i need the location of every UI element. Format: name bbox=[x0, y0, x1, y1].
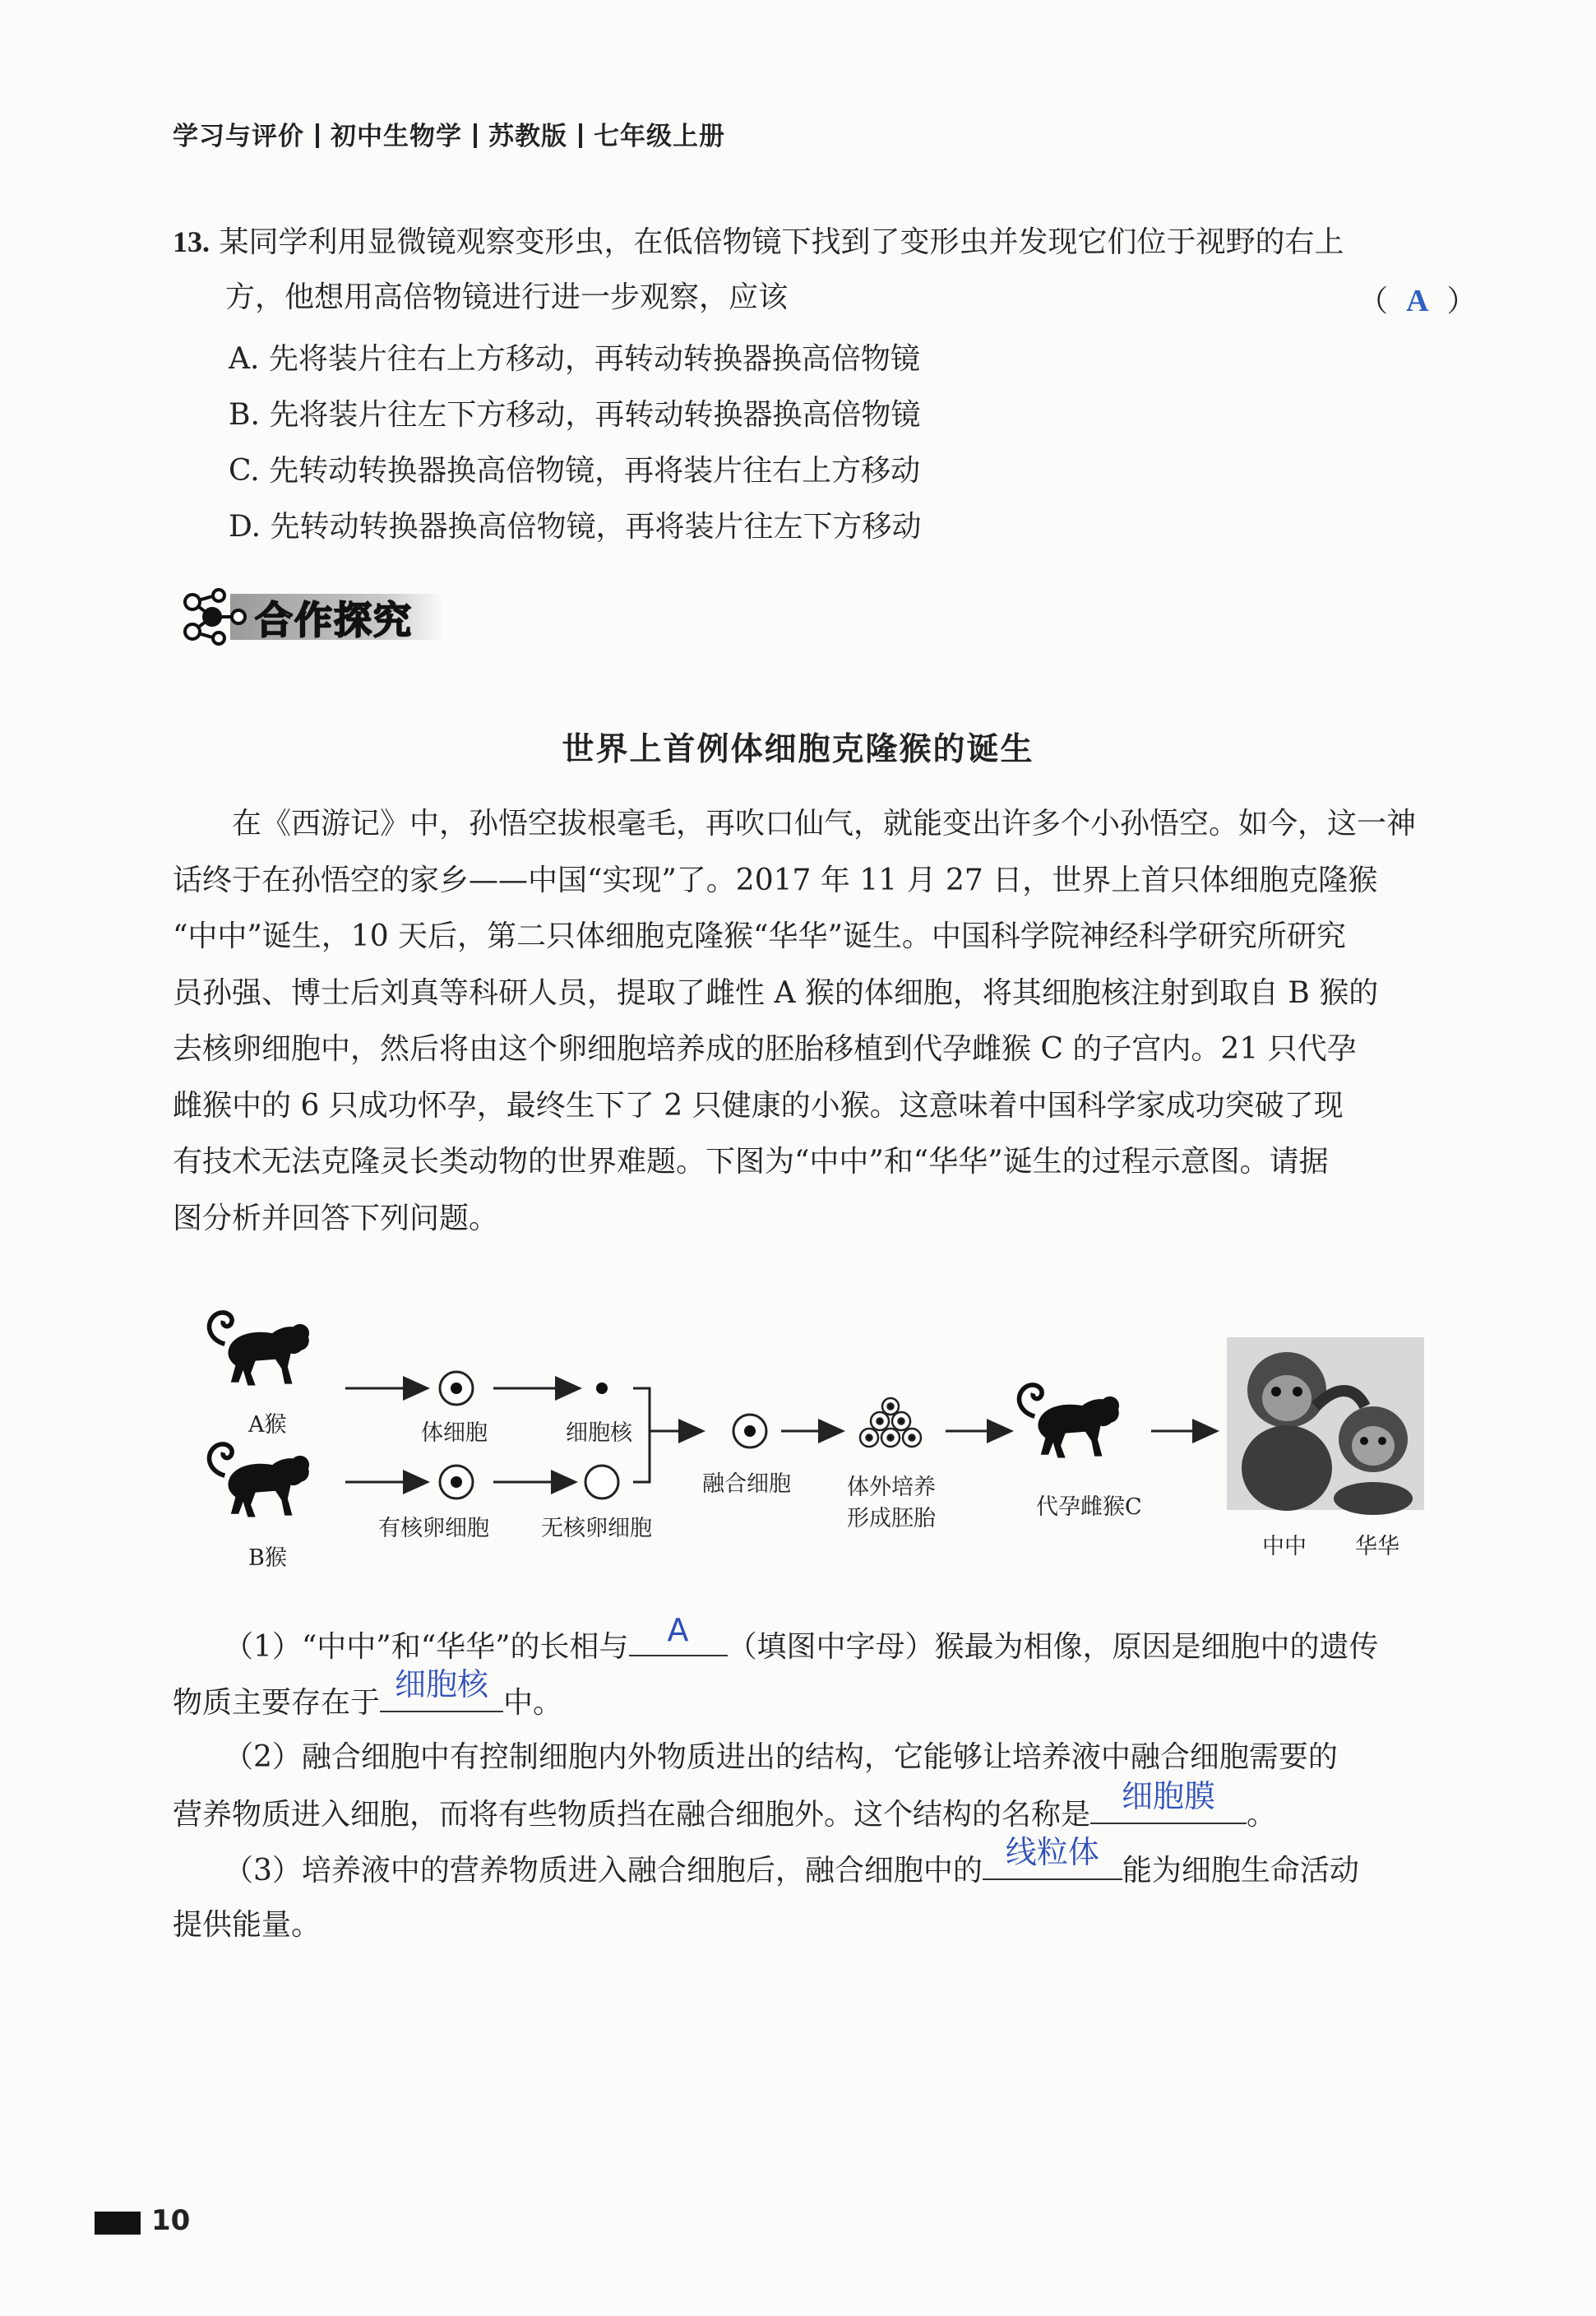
option-d: D. 先转动转换器换高倍物镜，再将装片往左下方移动 bbox=[229, 510, 922, 544]
question-3-line2: 提供能量。 bbox=[173, 1908, 322, 1942]
question-number: 13. bbox=[173, 225, 210, 258]
question-text: 能为细胞生命活动 bbox=[1122, 1854, 1359, 1888]
handwritten-answer: 细胞膜 bbox=[1122, 1778, 1216, 1814]
label-monkey-b: B猴 bbox=[248, 1545, 287, 1571]
merge-bracket bbox=[633, 1388, 650, 1482]
running-header bbox=[173, 115, 725, 152]
paren-open: （ bbox=[1358, 285, 1389, 318]
baby-monkeys-photo bbox=[1227, 1337, 1424, 1515]
article-line: 话终于在孙悟空的家乡——中国“实现”了。2017 年 11 月 27 日，世界上首只体细胞克隆猴 bbox=[173, 863, 1378, 897]
label-baby-zhongzhong: 中中 bbox=[1262, 1534, 1307, 1559]
question-stem: 某同学利用显微镜观察变形虫，在低倍物镜下找到了变形虫并发现它们位于视野的右上 bbox=[219, 225, 1344, 259]
article-title: 世界上首例体细胞克隆猴的诞生 bbox=[562, 731, 1034, 768]
footer-bar bbox=[95, 2212, 141, 2235]
answer-blank bbox=[629, 1612, 728, 1656]
monkey-b-icon bbox=[210, 1444, 309, 1517]
paren-close: ） bbox=[1446, 285, 1477, 318]
article-line: 去核卵细胞中，然后将由这个卵细胞培养成的胚胎移植到代孕雌猴 C 的子宫内。21 只代孕 bbox=[173, 1032, 1357, 1066]
header-divider bbox=[316, 123, 319, 148]
answer-blank bbox=[380, 1666, 503, 1712]
label-baby-huahua: 华华 bbox=[1355, 1534, 1399, 1559]
monkey-a-icon bbox=[210, 1313, 309, 1386]
article-body bbox=[173, 796, 1464, 1247]
answer-bracket bbox=[1358, 278, 1476, 320]
label-monkey-a: A猴 bbox=[248, 1412, 287, 1438]
somatic-cell-icon bbox=[440, 1372, 473, 1405]
egg-with-nucleus-icon bbox=[440, 1466, 473, 1498]
question-text: 物质主要存在于 bbox=[173, 1686, 381, 1720]
question-13-stem-line2: 方，他想用高倍物镜进行进一步观察，应该 bbox=[225, 280, 789, 314]
question-text: （3）培养液中的营养物质进入融合细胞后，融合细胞中的 bbox=[224, 1854, 983, 1888]
article-line: 员孙强、博士后刘真等科研人员，提取了雌性 A 猴的体细胞，将其细胞核注射到取自 B 猴的 bbox=[173, 975, 1379, 1010]
article-line: 雌猴中的 6 只成功怀孕，最终生下了 2 只健康的小猴。这意味着中国科学家成功突破了现 bbox=[173, 1088, 1344, 1123]
label-embryo-line2: 形成胚胎 bbox=[847, 1506, 936, 1531]
article-line: 有技术无法克隆灵长类动物的世界难题。下图为“中中”和“华华”诞生的过程示意图。请据 bbox=[173, 1145, 1329, 1179]
question-13-stem-line1 bbox=[173, 222, 1344, 262]
label-embryo-line1: 体外培养 bbox=[847, 1475, 936, 1500]
question-text: （1）“中中”和“华华”的长相与 bbox=[224, 1630, 629, 1664]
question-3-line1 bbox=[224, 1834, 1359, 1889]
nucleus-icon bbox=[596, 1383, 608, 1394]
header-grade: 七年级上册 bbox=[594, 122, 725, 151]
article-line: “中中”诞生，10 天后，第二只体细胞克隆猴“华华”诞生。中国科学院神经科学研究所研究 bbox=[173, 919, 1346, 953]
article-line: 在《西游记》中，孙悟空拔根毫毛，再吹口仙气，就能变出许多个小孙悟空。如今，这一神 bbox=[173, 807, 1417, 841]
option-a: A. 先将装片往右上方移动，再转动转换器换高倍物镜 bbox=[229, 342, 920, 376]
label-somatic-cell: 体细胞 bbox=[421, 1420, 488, 1446]
embryo-icon bbox=[860, 1398, 921, 1447]
option-b: B. 先将装片往左下方移动，再转动转换器换高倍物镜 bbox=[229, 398, 921, 432]
handwritten-answer: 线粒体 bbox=[1005, 1834, 1099, 1870]
header-divider bbox=[474, 123, 477, 148]
label-egg-without-nucleus: 无核卵细胞 bbox=[541, 1516, 652, 1541]
question-1-line2 bbox=[173, 1666, 563, 1721]
label-surrogate: 代孕雌猴C bbox=[1036, 1494, 1142, 1520]
article-line: 图分析并回答下列问题。 bbox=[173, 1201, 499, 1235]
question-2-line1: （2）融合细胞中有控制细胞内外物质进出的结构，它能够让培养液中融合细胞需要的 bbox=[224, 1740, 1338, 1774]
question-text: （填图中字母）猴最为相像，原因是细胞中的遗传 bbox=[727, 1630, 1379, 1664]
question-text: 中。 bbox=[503, 1686, 563, 1720]
label-fused-cell: 融合细胞 bbox=[702, 1471, 791, 1497]
section-title: 合作探究 bbox=[255, 598, 413, 642]
question-text: 。 bbox=[1247, 1798, 1277, 1832]
header-subject: 初中生物学 bbox=[331, 122, 462, 151]
handwritten-answer: 细胞核 bbox=[395, 1666, 489, 1702]
page-number: 10 bbox=[151, 2204, 191, 2237]
surrogate-monkey-icon bbox=[1020, 1385, 1119, 1458]
question-text: 营养物质进入细胞，而将有些物质挡在融合细胞外。这个结构的名称是 bbox=[173, 1798, 1091, 1832]
header-divider bbox=[579, 123, 582, 148]
label-nucleus: 细胞核 bbox=[566, 1420, 632, 1446]
answer-mark: A bbox=[1406, 284, 1429, 318]
label-egg-with-nucleus: 有核卵细胞 bbox=[378, 1516, 489, 1541]
handwritten-answer: A bbox=[667, 1612, 689, 1648]
fused-cell-icon bbox=[733, 1415, 766, 1448]
egg-without-nucleus-icon bbox=[585, 1466, 618, 1498]
header-edition: 苏教版 bbox=[488, 122, 567, 151]
cloning-process-diagram bbox=[189, 1283, 1439, 1587]
answer-blank bbox=[983, 1834, 1122, 1880]
answer-blank bbox=[1090, 1778, 1247, 1824]
header-series: 学习与评价 bbox=[173, 122, 304, 151]
option-c: C. 先转动转换器换高倍物镜，再将装片往右上方移动 bbox=[229, 454, 921, 488]
